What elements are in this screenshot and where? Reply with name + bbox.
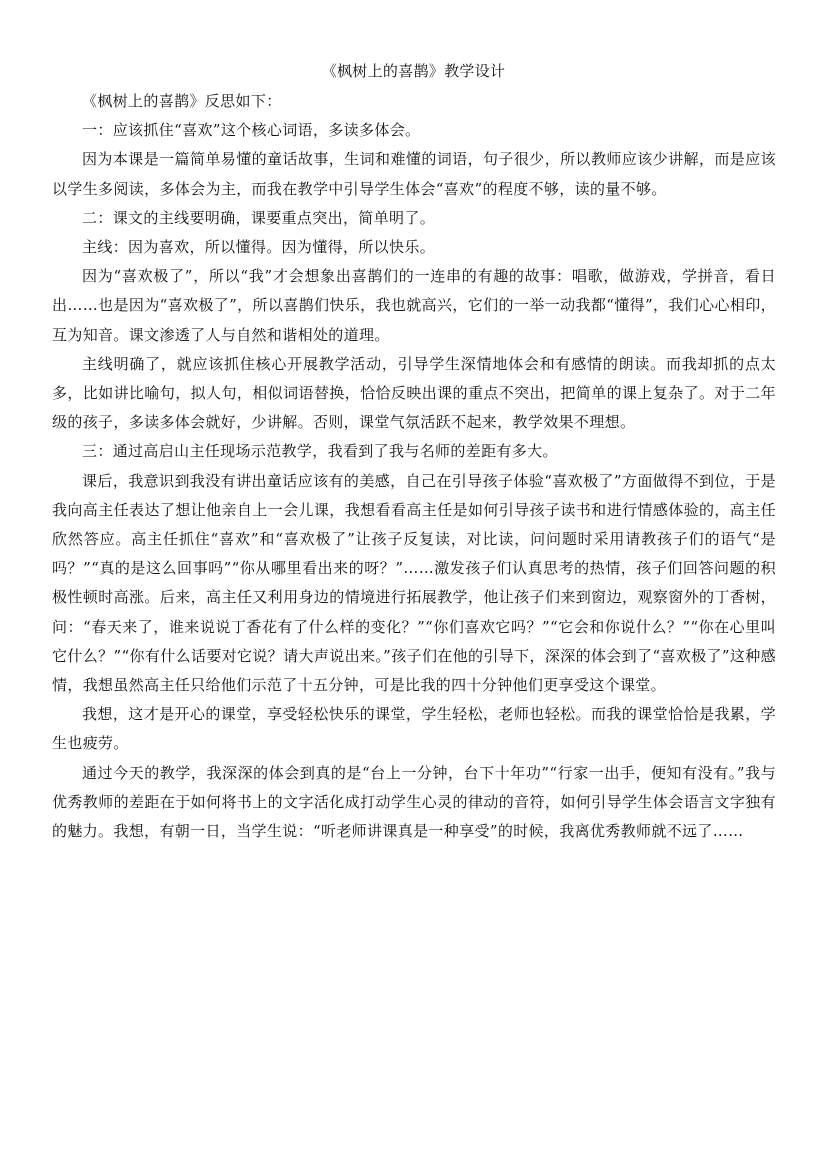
paragraph-point-two: 二：课文的主线要明确，课要重点突出，简单明了。 — [82, 208, 436, 227]
paragraph-intro: 《枫树上的喜鹊》反思如下： — [82, 92, 282, 110]
paragraph-point-one: 一：应该抓住“喜欢”这个核心词语，多读多体会。 — [82, 121, 421, 140]
paragraph-main-line: 主线：因为喜欢，所以懂得。因为懂得，所以快乐。 — [82, 238, 436, 257]
paragraph-main-line-detail: 因为“喜欢极了”，所以“我”才会想象出喜鹊们的一连串的有趣的故事：唱歌，做游戏，学拼音，看日出……也是因为“喜欢极了”，所以喜鹊们快乐，我也就高兴，它们的一举一动我都“懂得”，我们心心相印，互为知音。课文渗透了人与自然和谐相处的道理。 — [52, 267, 776, 344]
document-title: 《枫树上的喜鹊》教学设计 — [321, 62, 506, 80]
document-body — [52, 87, 776, 846]
paragraph-demo-lesson: 课后，我意识到我没有讲出童话应该有的美感，自己在引导孩子体验“喜欢极了”方面做得不到位，于是我向高主任表达了想让他亲自上一会儿课，我想看看高主任是如何引导孩子读书和进行情感体验的，高主任欣然答应。高主任抓住“喜欢”和“喜欢极了”让孩子反复读，对比读，问问题时采用请教孩子们的语气“是吗？”“真的是这么回事吗”“你从哪里看出来的呀？”……激发孩子们认真思考的热情，孩子们回答问题的积极性顿时高涨。后来，高主任又利用身边的情境进行拓展教学，他让孩子们来到窗边，观察窗外的丁香树，问：“春天来了，谁来说说丁香花有了什么样的变化？”“你们喜欢它吗？”“它会和你说什么？”“你在心里叫它什么？”“你有什么话要对它说？请大声说出来。”孩子们在他的引导下，深深的体会到了“喜欢极了”这种感情，我想虽然高主任只给他们示范了十五分钟，可是比我的四十分钟他们更享受这个课堂。 — [52, 471, 776, 695]
paragraph-focus-issue: 主线明确了，就应该抓住核心开展教学活动，引导学生深情地体会和有感情的朗读。而我却抓的点太多，比如讲比喻句，拟人句，相似词语替换，恰恰反映出课的重点不突出，把简单的课上复杂了。对于二年级的孩子，多读多体会就好，少讲解。否则，课堂气氛活跃不起来，教学效果不理想。 — [52, 354, 776, 432]
paragraph-point-one-detail: 因为本课是一篇简单易懂的童话故事，生词和难懂的词语，句子很少，所以教师应该少讲解，而是应该以学生多阅读，多体会为主，而我在教学中引导学生体会“喜欢”的程度不够，读的量不够。 — [52, 150, 776, 198]
paragraph-happy-classroom: 我想，这才是开心的课堂，享受轻松快乐的课堂，学生轻松，老师也轻松。而我的课堂恰恰是我累，学生也疲劳。 — [52, 705, 776, 753]
paragraph-conclusion: 通过今天的教学，我深深的体会到真的是“台上一分钟，台下十年功”“行家一出手，便知有没有。”我与优秀教师的差距在于如何将书上的文字活化成打动学生心灵的律动的音符，如何引导学生体会语言文字独有的魅力。我想，有朝一日，当学生说：“听老师讲课真是一种享受”的时候，我离优秀教师就不远了…… — [52, 763, 776, 841]
paragraph-point-three: 三：通过高启山主任现场示范教学，我看到了我与名师的差距有多大。 — [82, 442, 558, 461]
